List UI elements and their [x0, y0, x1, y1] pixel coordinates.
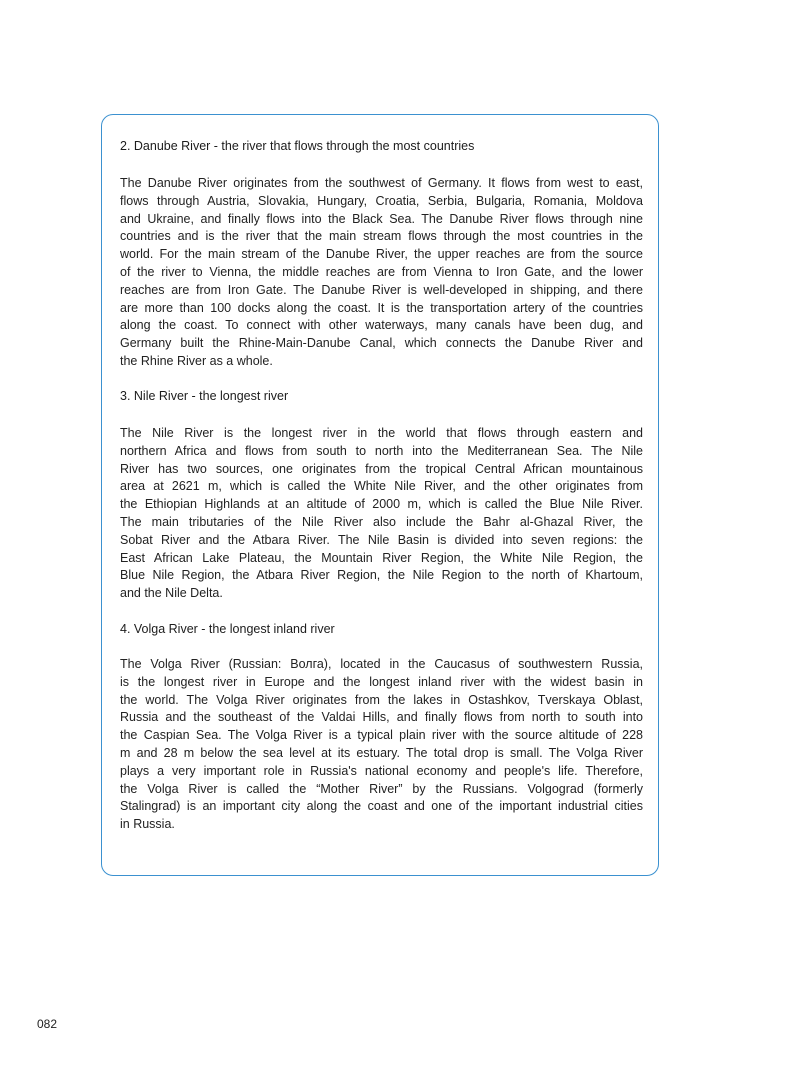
text-line: Russia and the southeast of the Valdai Hills, and finally flows from north to south into	[120, 710, 643, 725]
text-line: The Nile River is the longest river in the world that flows through eastern and	[120, 426, 643, 440]
text-line: and the Nile Delta.	[120, 586, 223, 601]
text-line: in Russia.	[120, 817, 175, 832]
text-line: m and 28 m below the sea level at its estuary. The total drop is small. The Volga River	[120, 745, 643, 760]
paragraph-danube	[120, 175, 643, 371]
text-line: and Ukraine, and finally flows into the Black Sea. The Danube River flows through nine	[120, 211, 643, 226]
text-line: of the river to Vienna, the middle reaches are from Vienna to Iron Gate, and the lower	[120, 264, 643, 279]
section-heading-nile: 3. Nile River - the longest river	[120, 389, 289, 403]
text-line: the world. The Volga River originates from the lakes in Ostashkov, Tverskaya Oblast,	[120, 692, 643, 707]
text-line: world. For the main stream of the Danube River, the upper reaches are from the source	[120, 247, 643, 262]
section-heading-danube: 2. Danube River - the river that flows through the most countries	[120, 139, 475, 153]
text-line: the Ethiopian Highlands at an altitude of 2000 m, which is called the Blue Nile River.	[120, 497, 643, 512]
text-line: The Danube River originates from the southwest of Germany. It flows from west to east,	[120, 176, 643, 190]
text-line: along the coast. To connect with other waterways, many canals have been dug, and	[120, 318, 643, 333]
text-line: Stalingrad) is an important city along the coast and one of the important industrial cities	[120, 799, 643, 814]
text-line: The Volga River (Russian: Волга), located in the Caucasus of southwestern Russia,	[120, 657, 643, 671]
text-line: area at 2621 m, which is called the White Nile River, and the other originates from	[120, 479, 643, 494]
text-line: River has two sources, one originates from the tropical Central African mountainous	[120, 461, 643, 476]
text-line: Blue Nile Region, the Atbara River Region, the Nile Region to the north of Khartoum,	[120, 568, 643, 583]
paragraph-nile	[120, 425, 643, 603]
text-line: the Volga River is called the “Mother River” by the Russians. Volgograd (formerly	[120, 781, 643, 796]
text-line: flows through Austria, Slovakia, Hungary, Croatia, Serbia, Bulgaria, Romania, Moldova	[120, 193, 643, 208]
text-line: is the longest river in Europe and the longest inland river with the widest basin in	[120, 674, 643, 689]
text-line: East African Lake Plateau, the Mountain River Region, the White Nile Region, the	[120, 550, 643, 565]
text-line: Sobat River and the Atbara River. The Nile Basin is divided into seven regions: the	[120, 532, 643, 547]
text-line: the Rhine River as a whole.	[120, 353, 273, 368]
text-line: reaches are from Iron Gate. The Danube River is well-developed in shipping, and there	[120, 282, 643, 297]
text-line: northern Africa and flows from south to north into the Mediterranean Sea. The Nile	[120, 443, 643, 458]
text-line: the Caspian Sea. The Volga River is a typical plain river with the source altitude of 228	[120, 728, 643, 743]
section-heading-volga: 4. Volga River - the longest inland river	[120, 622, 335, 636]
text-line: plays a very important role in Russia's national economy and people's life. Therefore,	[120, 763, 643, 778]
page-number: 082	[37, 1017, 58, 1031]
text-line: The main tributaries of the Nile River also include the Bahr al-Ghazal River, the	[120, 514, 643, 529]
paragraph-volga	[120, 656, 643, 834]
text-line: Germany built the Rhine-Main-Danube Canal, which connects the Danube River and	[120, 336, 643, 351]
text-line: are more than 100 docks along the coast. It is the transportation artery of the countries	[120, 300, 643, 315]
text-line: countries and is the river that the main stream flows through the most countries in the	[120, 229, 643, 244]
